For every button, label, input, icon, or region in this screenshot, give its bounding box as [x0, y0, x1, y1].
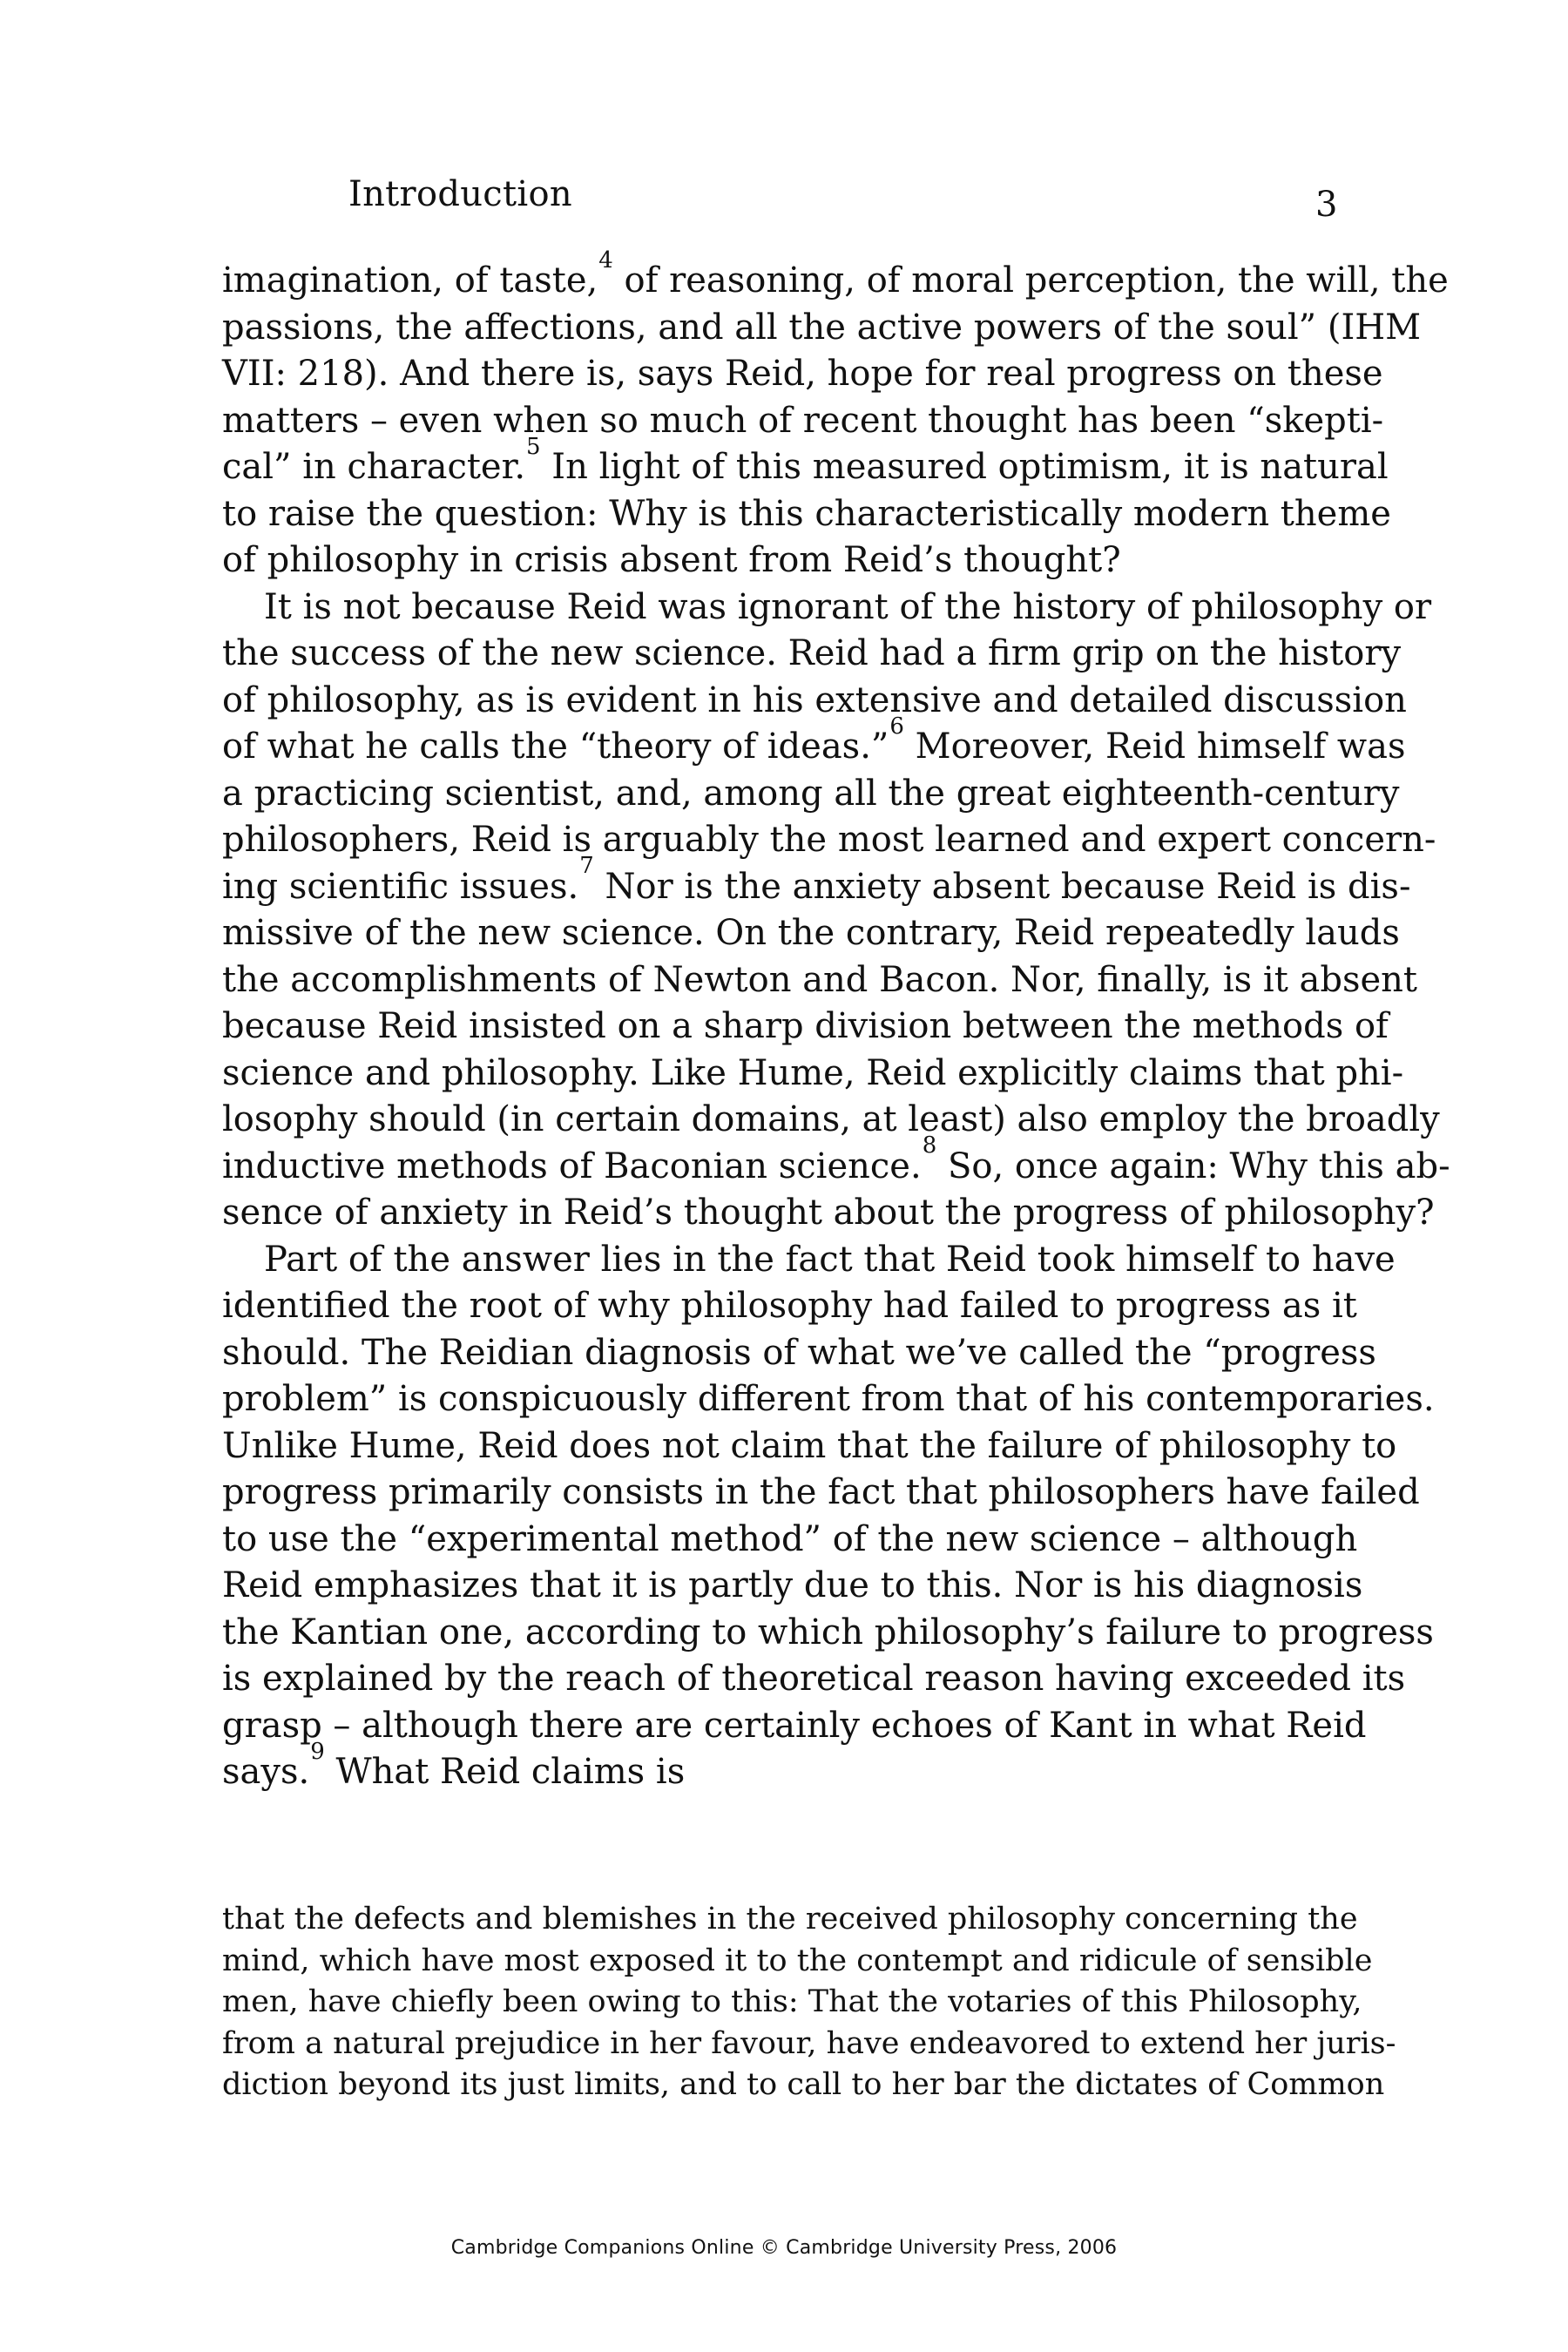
text-segment: philosophers, Reid is arguably the most learned and expert concern-: [222, 820, 1436, 860]
text-line: [222, 1423, 1397, 1470]
footnote-marker[interactable]: 5: [526, 433, 541, 460]
text-segment: What Reid claims is: [324, 1752, 686, 1792]
text-line: [222, 433, 1389, 491]
text-segment: In light of this measured optimism, it is natural: [540, 447, 1389, 487]
quote-line: men, have chiefly been owing to this: That the votaries of this Philosophy,: [222, 1984, 1362, 2020]
text-segment: So, once again: Why this ab-: [936, 1146, 1450, 1186]
footnote-marker[interactable]: 6: [889, 713, 904, 740]
text-segment: missive of the new science. On the contrary, Reid repeatedly lauds: [222, 913, 1400, 953]
text-line: [222, 631, 1402, 678]
text-segment: should. The Reidian diagnosis of what we’ve called the “progress: [222, 1332, 1376, 1373]
text-line: [222, 1563, 1363, 1610]
text-line: [222, 398, 1384, 445]
text-line: [222, 1283, 1357, 1330]
quote-line: diction beyond its just limits, and to call to her bar the dictates of Common: [222, 2067, 1385, 2103]
text-line: [222, 305, 1422, 352]
text-line: [222, 1190, 1435, 1237]
copyright-footer: Cambridge Companions Online © Cambridge University Press, 2006: [450, 2237, 1118, 2259]
text-segment: problem” is conspicuously different from that of his contemporaries.: [222, 1379, 1435, 1419]
text-line: [222, 491, 1391, 538]
text-line: [222, 1738, 1350, 1796]
text-segment: It is not because Reid was ignorant of the history of philosophy or: [264, 586, 1432, 627]
text-line: [222, 1004, 1389, 1051]
text-segment: Moreover, Reid himself was: [903, 727, 1406, 767]
text-line: [222, 1051, 1404, 1098]
quote-line: that the defects and blemishes in the received philosophy concerning the: [222, 1902, 1358, 1936]
text-segment: the Kantian one, according to which philosophy’s failure to progress: [222, 1612, 1434, 1652]
text-segment: a practicing scientist, and, among all the great eighteenth-century: [222, 773, 1400, 814]
text-line: [222, 817, 1436, 864]
text-segment: is explained by the reach of theoretical reason having exceeded its: [222, 1659, 1406, 1699]
quote-line: mind, which have most exposed it to the contempt and ridicule of sensible: [222, 1943, 1373, 1978]
block-quote: [222, 1899, 1396, 2106]
text-line: [222, 771, 1400, 818]
text-segment: to use the “experimental method” of the new science – although: [222, 1518, 1358, 1559]
text-line: [222, 853, 1411, 911]
text-line: [222, 351, 1383, 398]
page-number: 3: [1315, 185, 1338, 225]
text-segment: Reid emphasizes that it is partly due to this. Nor is his diagnosis: [222, 1565, 1363, 1605]
text-segment: of what he calls the “theory of ideas.”: [222, 727, 889, 767]
text-line: [222, 1330, 1376, 1377]
text-line: [222, 1517, 1358, 1564]
text-segment: says.: [222, 1752, 310, 1792]
text-segment: progress primarily consists in the fact that philosophers have failed: [222, 1472, 1420, 1512]
text-line: [222, 1656, 1406, 1703]
text-segment: losophy should (in certain domains, at least) also employ the broadly: [222, 1099, 1440, 1139]
body-text: [222, 247, 1450, 1796]
text-segment: inductive methods of Baconian science.: [222, 1146, 922, 1186]
footnote-marker[interactable]: 4: [598, 247, 613, 274]
text-segment: of philosophy in crisis absent from Reid’s thought?: [222, 540, 1121, 580]
text-line: [222, 1237, 1396, 1284]
running-head-title: Introduction: [348, 174, 572, 214]
footnote-marker[interactable]: 7: [579, 853, 594, 880]
text-line: [222, 678, 1407, 725]
text-segment: cal” in character.: [222, 447, 526, 487]
text-segment: grasp – although there are certainly echoes of Kant in what Reid: [222, 1705, 1367, 1746]
text-segment: VII: 218). And there is, says Reid, hope for real progress on these: [222, 354, 1383, 394]
text-line: [222, 1470, 1420, 1517]
text-segment: because Reid insisted on a sharp division between the methods of: [222, 1006, 1389, 1046]
text-segment: Part of the answer lies in the fact that Reid took himself to have: [264, 1239, 1396, 1280]
text-line: [222, 247, 1449, 305]
text-segment: identified the root of why philosophy had failed to progress as it: [222, 1286, 1357, 1326]
text-line: [222, 1132, 1450, 1191]
text-segment: sence of anxiety in Reid’s thought about the progress of philosophy?: [222, 1193, 1435, 1233]
text-segment: passions, the affections, and all the active powers of the soul” (IHM: [222, 307, 1422, 348]
footnote-marker[interactable]: 9: [310, 1738, 325, 1765]
text-line: [222, 910, 1400, 957]
text-segment: matters – even when so much of recent thought has been “skepti-: [222, 400, 1384, 441]
text-segment: to raise the question: Why is this characteristically modern theme: [222, 493, 1391, 534]
text-segment: of reasoning, of moral perception, the will, the: [612, 260, 1449, 301]
text-segment: imagination, of taste,: [222, 260, 598, 301]
text-line: [222, 537, 1350, 585]
text-line: [222, 585, 1432, 632]
text-line: [222, 1703, 1367, 1750]
text-line: [222, 1376, 1435, 1423]
text-segment: science and philosophy. Like Hume, Reid explicitly claims that phi-: [222, 1052, 1404, 1093]
text-line: [222, 1097, 1440, 1144]
quote-line: from a natural prejudice in her favour, have endeavored to extend her juris-: [222, 2025, 1396, 2061]
footnote-marker[interactable]: 8: [922, 1132, 937, 1159]
text-segment: Nor is the anxiety absent because Reid is dis-: [593, 866, 1411, 907]
text-segment: of philosophy, as is evident in his extensive and detailed discussion: [222, 679, 1407, 720]
text-segment: the accomplishments of Newton and Bacon. Nor, finally, is it absent: [222, 959, 1417, 1000]
text-line: [222, 957, 1417, 1004]
text-line: [222, 713, 1406, 771]
text-segment: Unlike Hume, Reid does not claim that the failure of philosophy to: [222, 1425, 1397, 1466]
text-line: [222, 1610, 1434, 1657]
text-segment: ing scientific issues.: [222, 866, 579, 907]
text-segment: the success of the new science. Reid had a firm grip on the history: [222, 633, 1402, 673]
